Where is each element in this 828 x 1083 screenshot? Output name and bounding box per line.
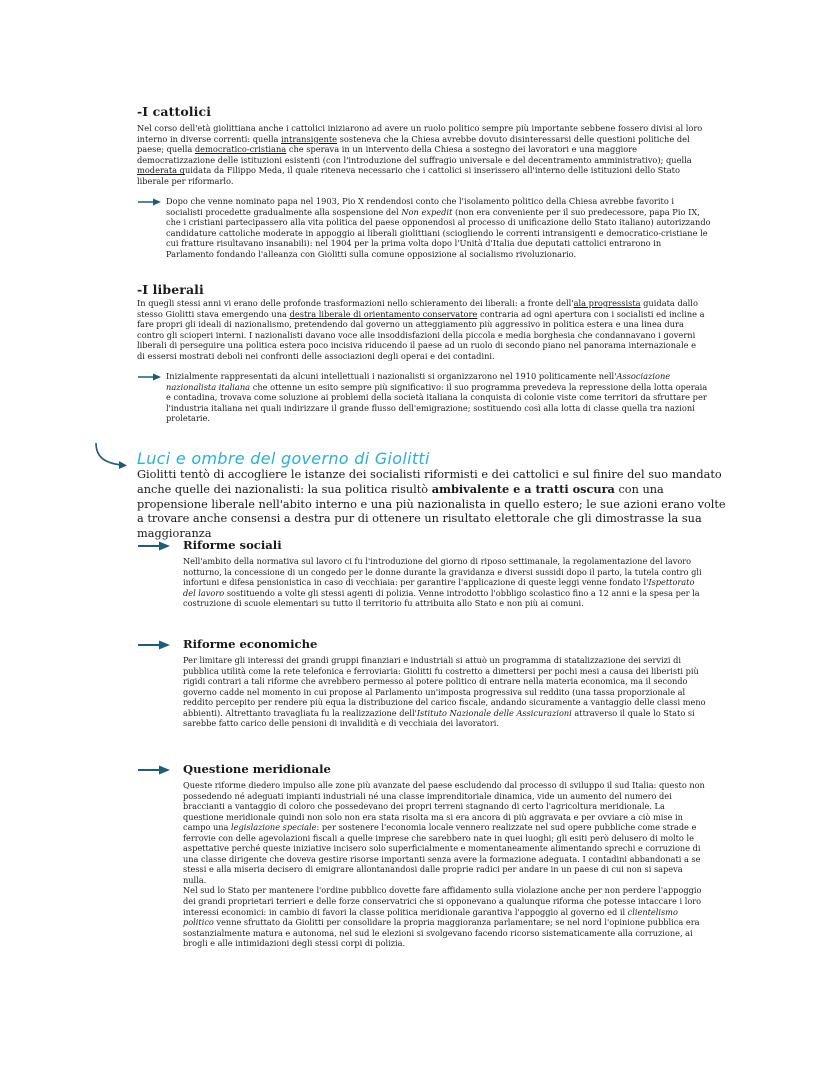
intro-paragraph: Giolitti tentò di accogliere le istanze dei socialisti riformisti e dei cattolici e sul finire del suo mandato anche quelle dei nazionalisti: la sua politica risultò ambivalente e a tratti oscura con una propensione liberale nell'abito interno e una più nazionalista in quello estero; le sue azioni erano volte a trovare anche consensi a destra pur di ottenere un risultato elettorale che gli dimostrasse la sua maggioranza <box>137 468 726 540</box>
paragraph-cattolici: Nel corso dell'età giolittiana anche i cattolici iniziarono ad avere un ruolo politico sempre più importante sebbene fossero divisi al loro interno in diverse correnti: quella intransigente sosteneva che la Chiesa avrebbe dovuto disinteressarsi delle questioni politiche del paese; quella democratico-cristiana che sperava in un intervento della Chiesa a sostegno dei lavoratori e una maggiore democratizzazione delle istituzioni esistenti (con l'introduzione del suffragio universale e del decentramento amministrativo); quella moderata guidata da Filippo Meda, il quale riteneva necessario che i cattolici si inserissero all'interno delle istituzioni dello Stato liberale per riformarlo. <box>137 123 703 186</box>
bullet-cattolici: Dopo che venne nominato papa nel 1903, Pio X rendendosi conto che l'isolamento politico della Chiesa avrebbe favorito i socialisti procedette gradualmente alla sospensione del Non expedit (non era conveniente per il suo predecessore, papa Pio IX, che i cristiani partecipassero alla vita politica del paese opponendosi al processo di unificazione dello Stato italiano) autorizzando candidature cattoliche moderate in appoggio ai liberali giolittiani (sciogliendo le correnti intransigenti e democratico-cristiane le cui fratture risultavano insanabili): nel 1904 per la prima volta dopo l'Unità d'Italia due deputati cattolici entrarono in Parlamento fondando l'alleanza con Giolitti sulla comune opposizione al socialismo rivoluzionario. <box>166 196 711 259</box>
heading-riforme-economiche: Riforme economiche <box>183 637 318 651</box>
heading-questione-meridionale: Questione meridionale <box>183 762 331 776</box>
arrow-right-icon <box>137 639 173 651</box>
arrow-right-icon <box>137 372 163 382</box>
section-title-liberali: -I liberali <box>137 282 204 297</box>
section-title-cattolici: -I cattolici <box>137 104 212 119</box>
paragraph-liberali: In quegli stessi anni vi erano delle profonde trasformazioni nello schieramento dei liberali: a fronte dell'ala progressista guidata dallo stesso Giolitti stava emergendo una destra liberale di orientamento conservatore contraria ad ogni apertura con i socialisti ed incline a fare propri gli ideali di nazionalismo, pretendendo dal governo un atteggiamento più aggressivo in politica estera e una linea dura contro gli scioperi interni. I nazionalisti davano voce alle insoddisfazioni della piccola e media borghesia che condannavano i governi liberali di perseguire una politica estera poco incisiva riducendo il paese ad un ruolo di secondo piano nel panorama internazionale e di essersi mostrati deboli nei confronti delle associazioni degli operai e dei contadini. <box>137 298 705 361</box>
arrow-right-icon <box>137 764 173 776</box>
bullet-liberali: Inizialmente rappresentati da alcuni intellettuali i nazionalisti si organizzarono nel 1910 politicamente nell'Associazione nazionalista italiana che ottenne un esito sempre più significativo: il suo programma prevedeva la repressione della lotta operaia e contadina, trovava come soluzione ai problemi della società italiana la conquista di colonie viste come territori da sfruttare per l'industria italiana nei quali indirizzare il grande flusso dell'emigrazione; sostituendo così alla lotta di classe quella tra nazioni proletarie. <box>166 371 708 424</box>
paragraph-riforme-sociali: Nell'ambito della normativa sul lavoro ci fu l'introduzione del giorno di riposo settimanale, la regolamentazione del lavoro notturno, la concessione di un congedo per le donne durante la gravidanza e diversi sussidi dopo il parto, la tutela contro gli infortuni e difesa pensionistica in caso di vecchiaia: per garantire l'applicazione di queste leggi venne fondato l'Ispettorato del lavoro sostituendo a volte gli stessi agenti di polizia. Venne introdotto l'obbligo scolastico fino a 12 anni e la spesa per la costruzione di scuole elementari su tutto il territorio fu attribuita allo Stato e non più ai comuni. <box>183 556 702 609</box>
paragraph-riforme-economiche: Per limitare gli interessi dei grandi gruppi finanziari e industriali si attuò un programma di statalizzazione dei servizi di pubblica utilità come la rete telefonica e ferroviaria: Giolitti fu costretto a dimettersi per pochi mesi a causa dei liberisti più rigidi contrari a tali riforme che avrebbero permesso al potere politico di entrare nella materia economica, ma il secondo governo cadde nel momento in cui propose al Parlamento un'imposta progressiva sul reddito (una tassa proporzionale al reddito percepito per rendere più equa la distribuzione del carico fiscale, andando sicuramente a vantaggio delle classi meno abbienti). Altrettanto travagliata fu la realizzazione dell'Istituto Nazionale delle Assicurazioni attraverso il quale lo Stato si sarebbe fatto carico delle pensioni di invalidità e di vecchiaia dei lavoratori. <box>183 655 706 729</box>
arrow-right-icon <box>137 540 173 552</box>
arrow-right-icon <box>137 197 163 207</box>
curved-arrow-icon <box>92 441 132 471</box>
heading-riforme-sociali: Riforme sociali <box>183 538 282 552</box>
paragraph-questione-meridionale: Queste riforme diedero impulso alle zone più avanzate del paese escludendo dal processo di sviluppo il sud Italia: questo non possedendo né adeguati impianti industriali né una classe imprenditoriale dinamica, vide un aumento del numero dei braccianti a vantaggio di coloro che possedevano dei propri terreni stagnando di certo l'agricoltura meridionale. La questione meridionale quindi non solo non era stata risolta ma si era ancora di più aggravata e per ovviare a ciò mise in campo una legislazione speciale: per sostenere l'economia locale vennero realizzate nel sud opere pubbliche come strade e ferrovie con delle agevolazioni fiscali a quelle imprese che sarebbero nate in quei luoghi; gli esiti però delusero di molto le aspettative perché queste iniziative incisero solo superficialmente e momentaneamente alimentando sprechi e corruzione di una classe dirigente che doveva gestire risorse importanti senza avere la formazione adeguata. I contadini abbandonati a se stessi e alla miseria decisero di emigrare allontanandosi dalle proprie radici per andare in un paese di cui non si sapeva nulla. Nel sud lo Stato per mantenere l'ordine pubblico dovette fare affidamento sulla violazione anche per non perdere l'appoggio dei grandi proprietari terrieri e delle forze conservatrici che si opponevano a qualunque riforma che potesse intaccare i loro interessi economici: in cambio di favori la classe politica meridionale garantiva l'appoggio al governo ed il clientelismo politico venne sfruttato da Giolitti per consolidare la propria maggioranza parlamentare; se nel nord l'opinione pubblica era sostanzialmente matura e autonoma, nel sud le elezioni si svolgevano facendo ricorso sistematicamente alla corruzione, ai brogli e alle intimidazioni degli stessi corpi di polizia. <box>183 780 705 949</box>
section-title-luci-ombre: Luci e ombre del governo di Giolitti <box>137 449 430 468</box>
